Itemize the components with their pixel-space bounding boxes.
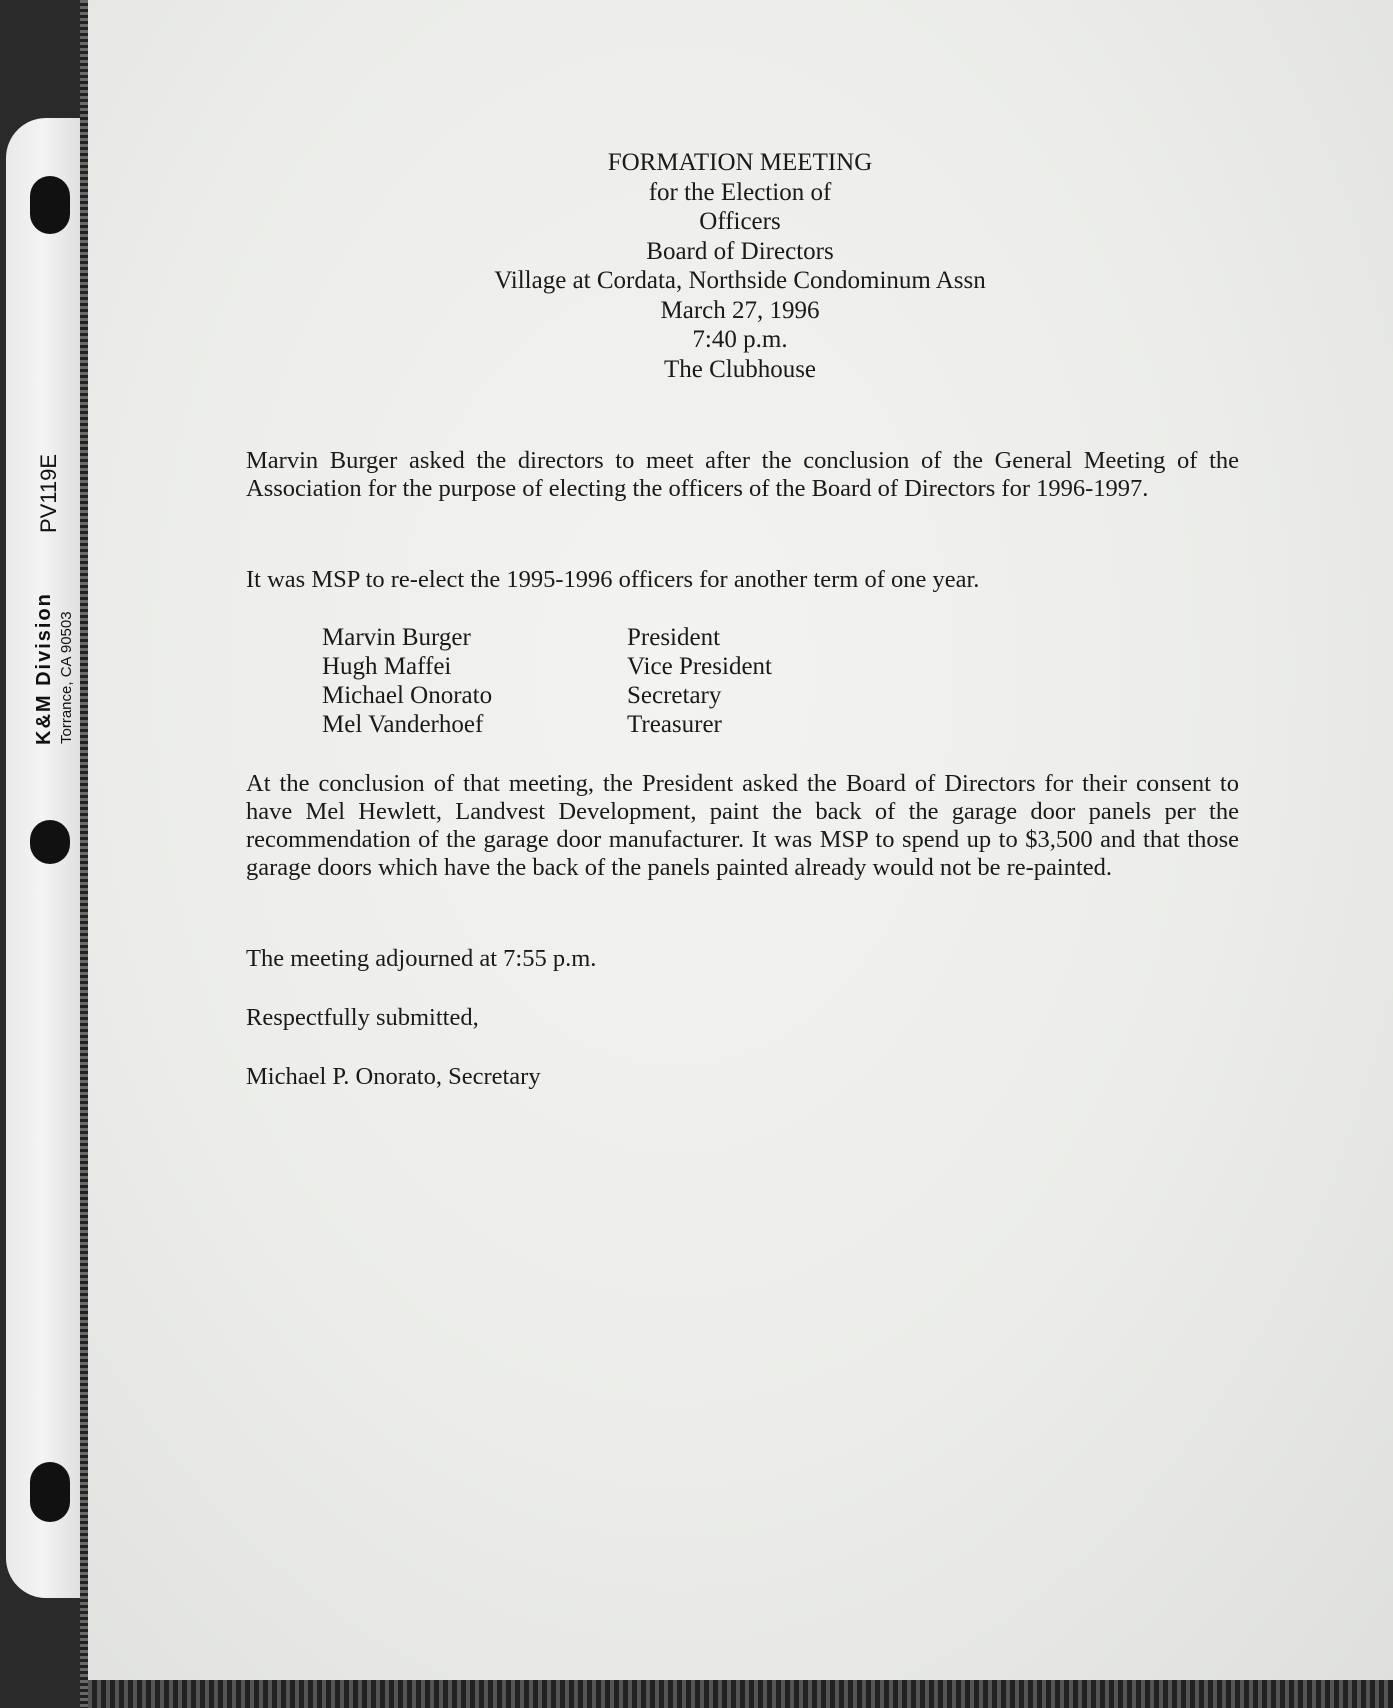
sleeve-product-code: PV119E — [36, 453, 61, 533]
sleeve-bottom-seam — [88, 1680, 1393, 1708]
officer-row — [322, 710, 772, 739]
paragraph-adjourned: The meeting adjourned at 7:55 p.m. — [246, 945, 597, 972]
header-association: Village at Cordata, Northside Condominum Assn — [494, 267, 986, 294]
header-line: Officers — [699, 208, 781, 235]
paragraph-garage-doors: At the conclusion of that meeting, the President asked the Board of Directors for their consent to have Mel Hewlett, Landvest Development, paint the back of the garage door panels per the recommendation of the garage door manufacturer. It was MSP to spend up to $3,500 and that those garage doors which have the back of the panels painted already would not be re-painted. — [246, 770, 1239, 881]
binder-hole-middle — [30, 820, 70, 864]
officers-list — [322, 623, 772, 739]
header-line: Board of Directors — [646, 237, 834, 265]
header-title: FORMATION MEETING — [607, 149, 873, 176]
officer-name: Michael Onorato — [322, 682, 493, 709]
officer-name: Mel Vanderhoef — [322, 711, 484, 738]
officer-name: Hugh Maffei — [322, 653, 452, 680]
binder-hole-top — [30, 176, 70, 234]
paragraph-motion: It was MSP to re-elect the 1995-1996 officers for another term of one year. — [246, 566, 980, 593]
officer-title: President — [627, 624, 721, 651]
officer-title: Treasurer — [627, 711, 722, 738]
binder-hole-bottom — [30, 1462, 70, 1522]
header-location: The Clubhouse — [663, 355, 817, 383]
sleeve-address-label: Torrance, CA 90503 — [58, 611, 75, 744]
officer-title: Vice President — [627, 653, 772, 680]
officer-row — [322, 681, 772, 710]
officer-row — [322, 652, 772, 681]
signature-line: Michael P. Onorato, Secretary — [246, 1063, 541, 1090]
sleeve-division-label: K&M Division — [33, 592, 55, 745]
officer-title: Secretary — [627, 682, 722, 709]
paragraph-intro: Marvin Burger asked the directors to meet after the conclusion of the General Meeting of the Association for the purpose of electing the officers of the Board of Directors for 1996-1997. — [246, 447, 1239, 502]
document-header — [440, 148, 1040, 384]
header-time: 7:40 p.m. — [692, 326, 788, 353]
officer-name: Marvin Burger — [322, 624, 471, 651]
officer-row — [322, 623, 772, 652]
sleeve-seam — [80, 0, 88, 1708]
header-line: for the Election of — [648, 178, 832, 206]
closing-line: Respectfully submitted, — [246, 1004, 479, 1031]
header-date: March 27, 1996 — [660, 296, 820, 324]
